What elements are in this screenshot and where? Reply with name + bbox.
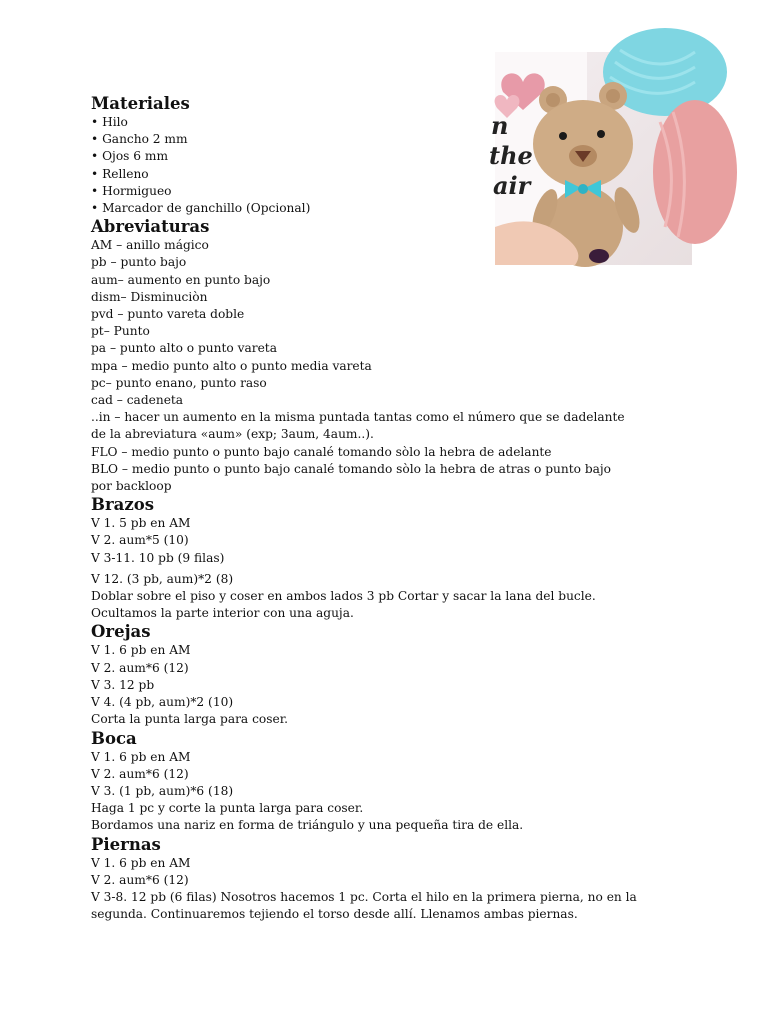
fingernail (589, 249, 609, 263)
list-item: • Marcador de ganchillo (Opcional) (91, 201, 311, 216)
text-line: Bordamos una nariz en forma de triángulo y una pequeña tira de ella. (91, 818, 524, 833)
bear-eye (597, 130, 605, 138)
text-line: pa – punto alto o punto vareta (91, 341, 277, 356)
text-line: V 3-8. 12 pb (6 filas) Nosotros hacemos 1 pc. Corta el hilo en la primera pierna, no en la (91, 889, 637, 904)
text-line: V 3-11. 10 pb (9 filas) (91, 550, 225, 565)
text-line: pvd – punto vareta doble (91, 307, 245, 322)
text-line: Ocultamos la parte interior con una aguja. (91, 606, 354, 621)
section-title: Abreviaturas (91, 217, 210, 237)
text-line: mpa – medio punto alto o punto media vareta (91, 358, 372, 373)
text-line: por backloop (91, 479, 172, 494)
card-text: air (493, 171, 531, 200)
text-line: Doblar sobre el piso y coser en ambos lados 3 pb Cortar y sacar la lana del bucle. (91, 589, 596, 604)
bear-ear-inner (606, 89, 620, 103)
text-line: Haga 1 pc y corte la punta larga para coser. (91, 801, 364, 816)
text-line: V 1. 6 pb en AM (91, 643, 191, 658)
list-item: • Gancho 2 mm (91, 132, 188, 147)
text-line: pc– punto enano, punto raso (91, 375, 267, 390)
text-line: pb – punto bajo (91, 255, 187, 270)
text-line: BLO – medio punto o punto bajo canalé tomando sòlo la hebra de atras o punto bajo (91, 461, 612, 476)
bear-ear-inner (546, 93, 560, 107)
list-item: • Ojos 6 mm (91, 149, 169, 164)
text-line: V 2. aum*6 (12) (91, 872, 189, 887)
bear-eye (559, 132, 567, 140)
text-line: V 1. 5 pb en AM (91, 516, 191, 531)
list-item: • Relleno (91, 166, 149, 181)
text-line: V 12. (3 pb, aum)*2 (8) (91, 571, 234, 586)
section-brazos (91, 495, 691, 622)
text-line: segunda. Continuaremos tejiendo el torso desde allí. Llenamos ambas piernas. (91, 907, 578, 922)
text-line: V 4. (4 pb, aum)*2 (10) (91, 695, 234, 710)
card-text: the (489, 141, 533, 170)
section-title: Orejas (91, 622, 151, 642)
bear-illustration (489, 52, 692, 265)
text-line: V 2. aum*6 (12) (91, 660, 189, 675)
text-line: ..in – hacer un aumento en la misma puntada tantas como el número que se dadelante (91, 410, 625, 425)
list-item: • Hormigueo (91, 183, 172, 198)
text-line: pt– Punto (91, 324, 150, 339)
section-title: Piernas (91, 834, 161, 854)
text-line: de la abreviatura «aum» (exp; 3aum, 4aum..). (91, 427, 374, 442)
bear-head (533, 100, 633, 188)
text-line: V 2. aum*6 (12) (91, 766, 189, 781)
text-line: V 3. (1 pb, aum)*6 (18) (91, 783, 234, 798)
section-boca (91, 729, 691, 835)
text-line: V 1. 6 pb en AM (91, 749, 191, 764)
text-line: Corta la punta larga para coser. (91, 712, 289, 727)
section-piernas (91, 835, 691, 924)
text-line: V 2. aum*5 (10) (91, 533, 189, 548)
text-line: V 3. 12 pb (91, 677, 155, 692)
bow-knot (578, 184, 588, 194)
list-item: • Hilo (91, 115, 128, 129)
text-line: V 1. 6 pb en AM (91, 855, 191, 870)
card-text: n (491, 111, 509, 140)
text-line: dism– Disminuciòn (91, 289, 208, 304)
amigurumi-bear-photo (489, 52, 692, 265)
text-line: aum– aumento en punto bajo (91, 272, 271, 287)
text-line: FLO – medio punto o punto bajo canalé tomando sòlo la hebra de adelante (91, 444, 552, 459)
section-orejas (91, 622, 691, 728)
text-line: AM – anillo mágico (91, 238, 209, 253)
section-title: Boca (91, 728, 137, 748)
text-line: cad – cadeneta (91, 393, 184, 408)
section-title: Brazos (91, 495, 154, 515)
section-title: Materiales (91, 94, 190, 113)
